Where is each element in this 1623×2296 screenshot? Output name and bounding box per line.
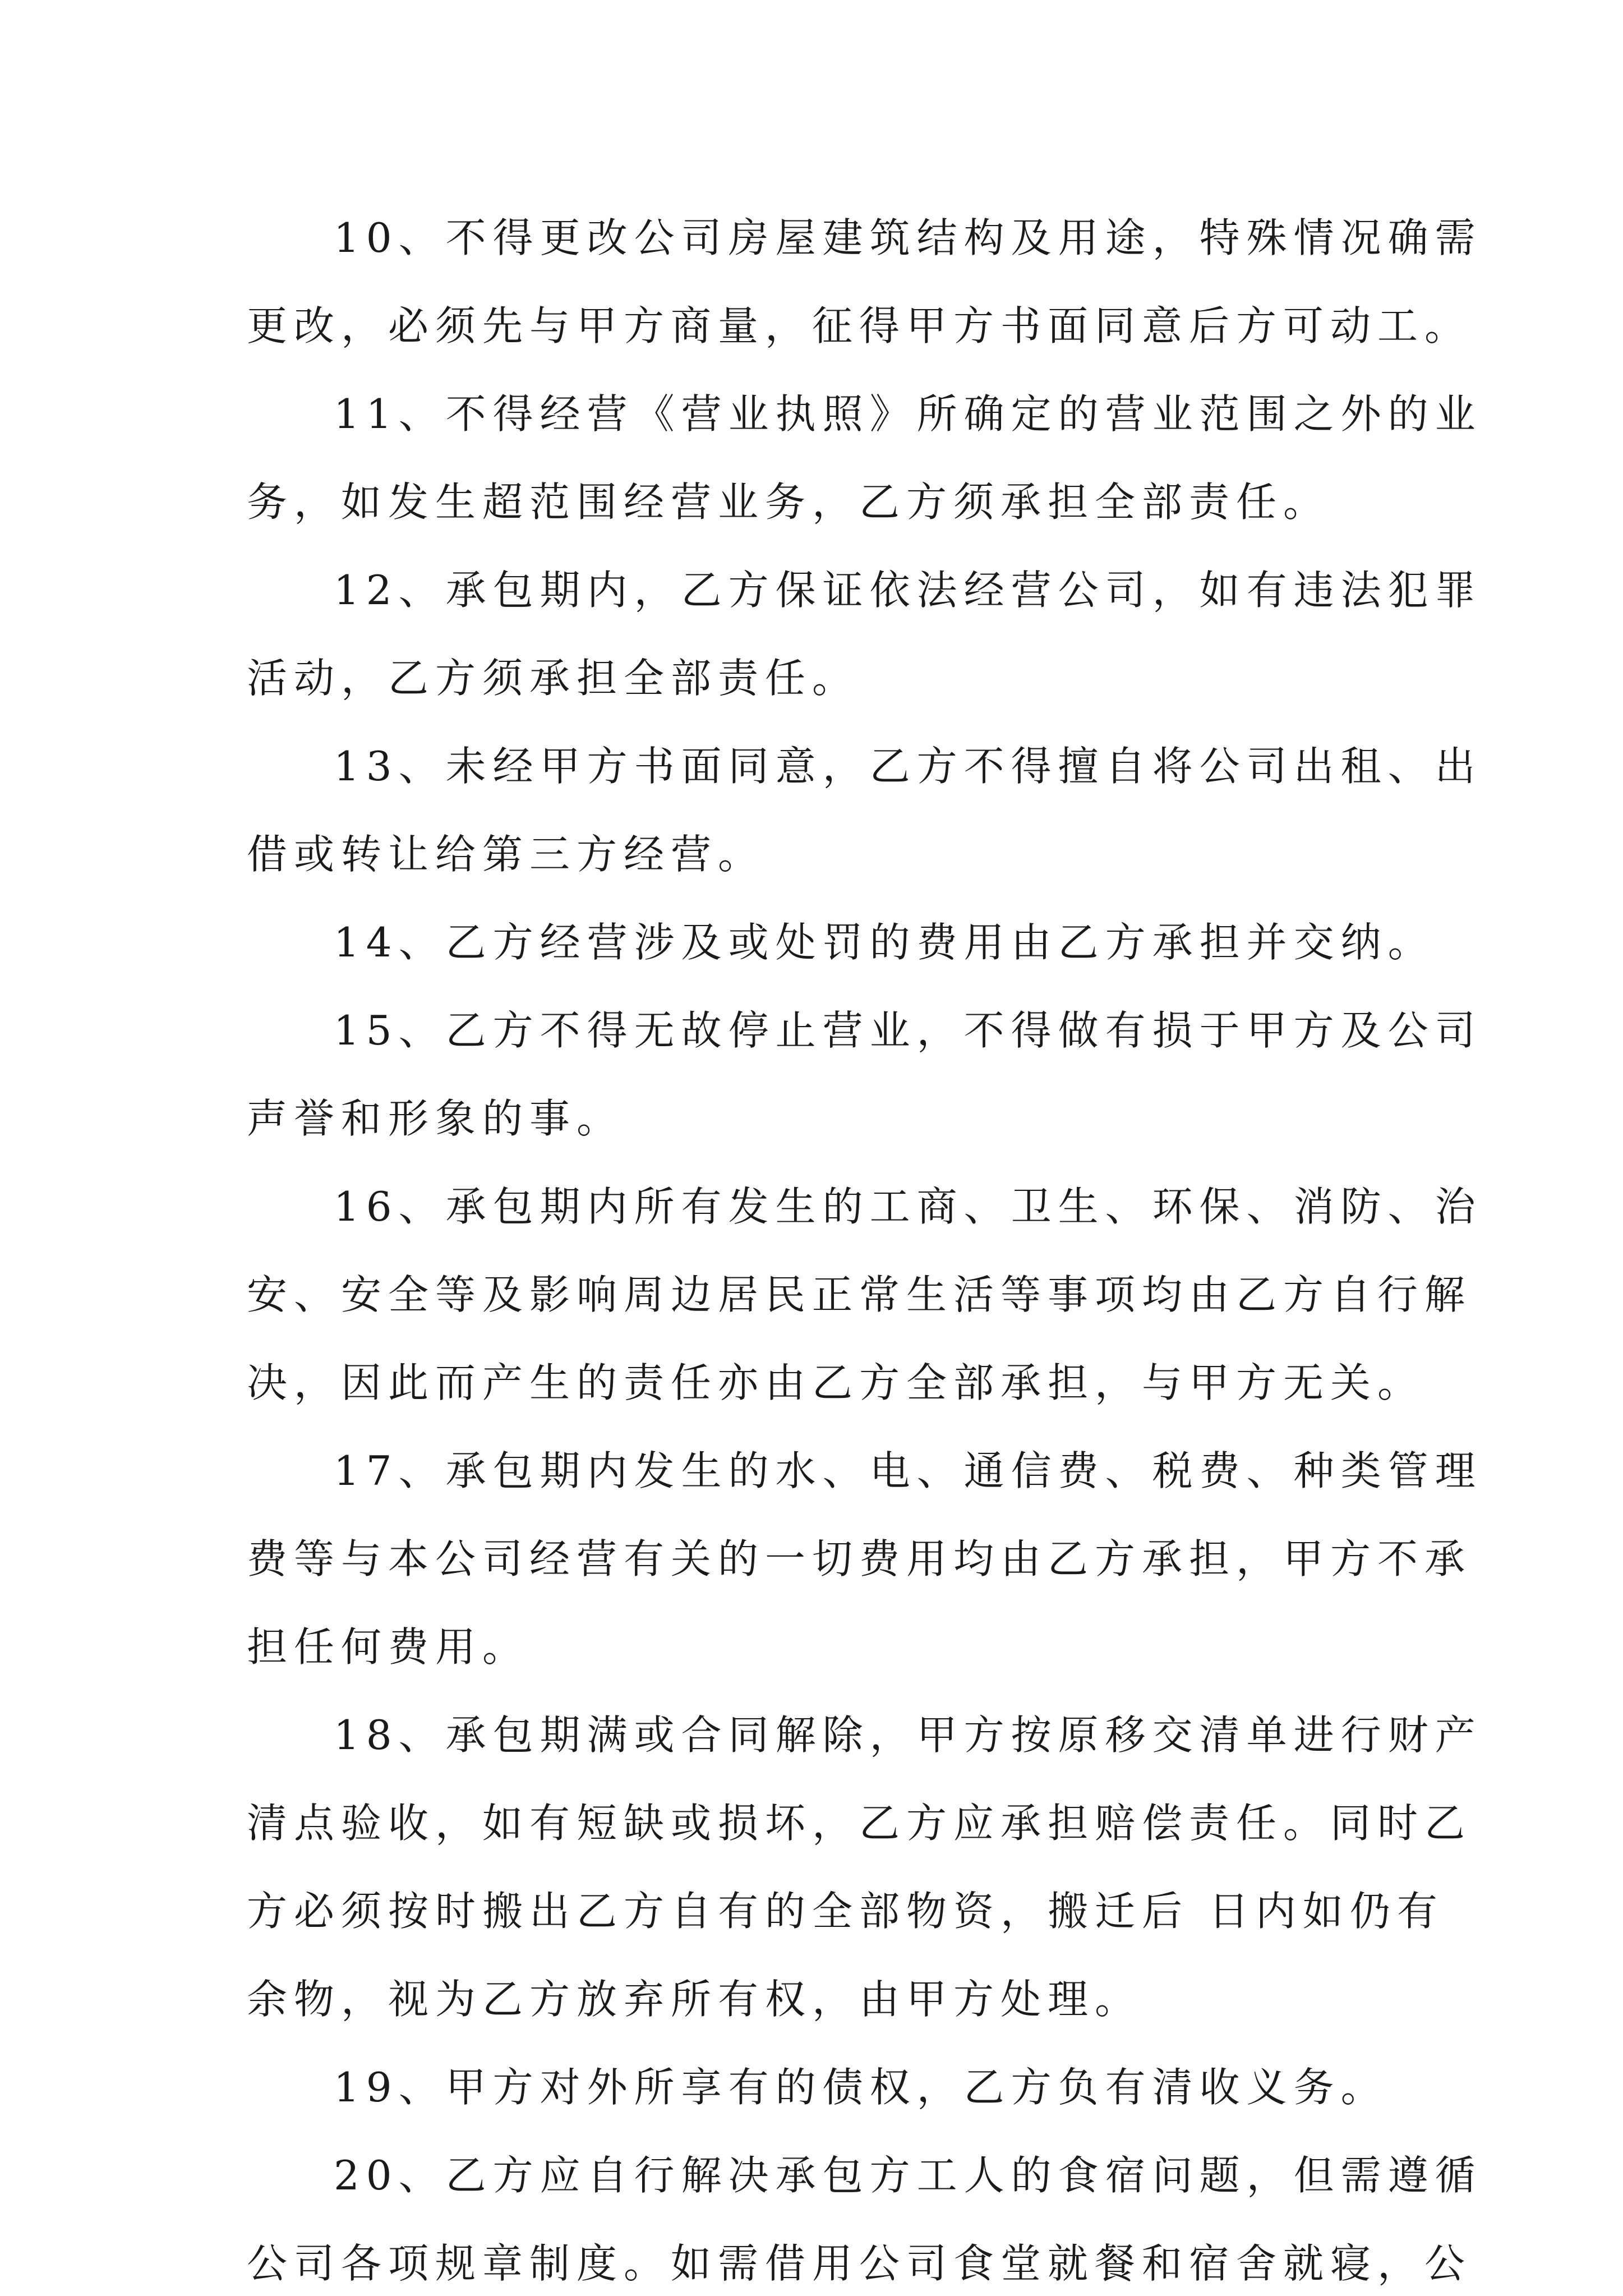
text-line: 20、乙方应自行解决承包方工人的食宿问题，但需遵循 [334, 2152, 1482, 2199]
text-line: 声誉和形象的事。 [247, 1095, 624, 1142]
text-line: 19、甲方对外所享有的债权，乙方负有清收义务。 [334, 2064, 1388, 2111]
text-line: 11、不得经营《营业执照》所确定的营业范围之外的业 [334, 390, 1482, 438]
text-line: 13、未经甲方书面同意，乙方不得擅自将公司出租、出 [334, 743, 1482, 790]
text-line: 14、乙方经营涉及或处罚的费用由乙方承担并交纳。 [334, 919, 1435, 966]
text-line: 余物，视为乙方放弃所有权，由甲方处理。 [247, 1976, 1142, 2023]
text-line: 安、安全等及影响周边居民正常生活等事项均由乙方自行解 [247, 1271, 1472, 1318]
text-line: 更改，必须先与甲方商量，征得甲方书面同意后方可动工。 [247, 302, 1472, 349]
text-line: 活动，乙方须承担全部责任。 [247, 655, 860, 702]
text-line: 16、承包期内所有发生的工商、卫生、环保、消防、治 [334, 1183, 1482, 1230]
text-line: 清点验收，如有短缺或损坏，乙方应承担赔偿责任。同时乙 [247, 1800, 1472, 1847]
text-line: 17、承包期内发生的水、电、通信费、税费、种类管理 [334, 1447, 1482, 1494]
text-line: 方必须按时搬出乙方自有的全部物资，搬迁后 日内如仍有 [247, 1888, 1444, 1935]
text-line: 担任何费用。 [247, 1623, 530, 1671]
text-line: 18、承包期满或合同解除，甲方按原移交清单进行财产 [334, 1711, 1482, 1759]
text-line: 12、承包期内，乙方保证依法经营公司，如有违法犯罪 [334, 567, 1482, 614]
text-line: 公司各项规章制度。如需借用公司食堂就餐和宿舍就寝，公 [247, 2240, 1472, 2287]
text-line: 务，如发生超范围经营业务，乙方须承担全部责任。 [247, 478, 1331, 526]
text-line: 费等与本公司经营有关的一切费用均由乙方承担，甲方不承 [247, 1535, 1472, 1582]
text-line: 决，因此而产生的责任亦由乙方全部承担，与甲方无关。 [247, 1359, 1425, 1406]
text-line: 10、不得更改公司房屋建筑结构及用途，特殊情况确需 [334, 214, 1482, 261]
text-line: 15、乙方不得无故停止营业，不得做有损于甲方及公司 [334, 1007, 1482, 1054]
text-line: 借或转让给第三方经营。 [247, 831, 766, 878]
